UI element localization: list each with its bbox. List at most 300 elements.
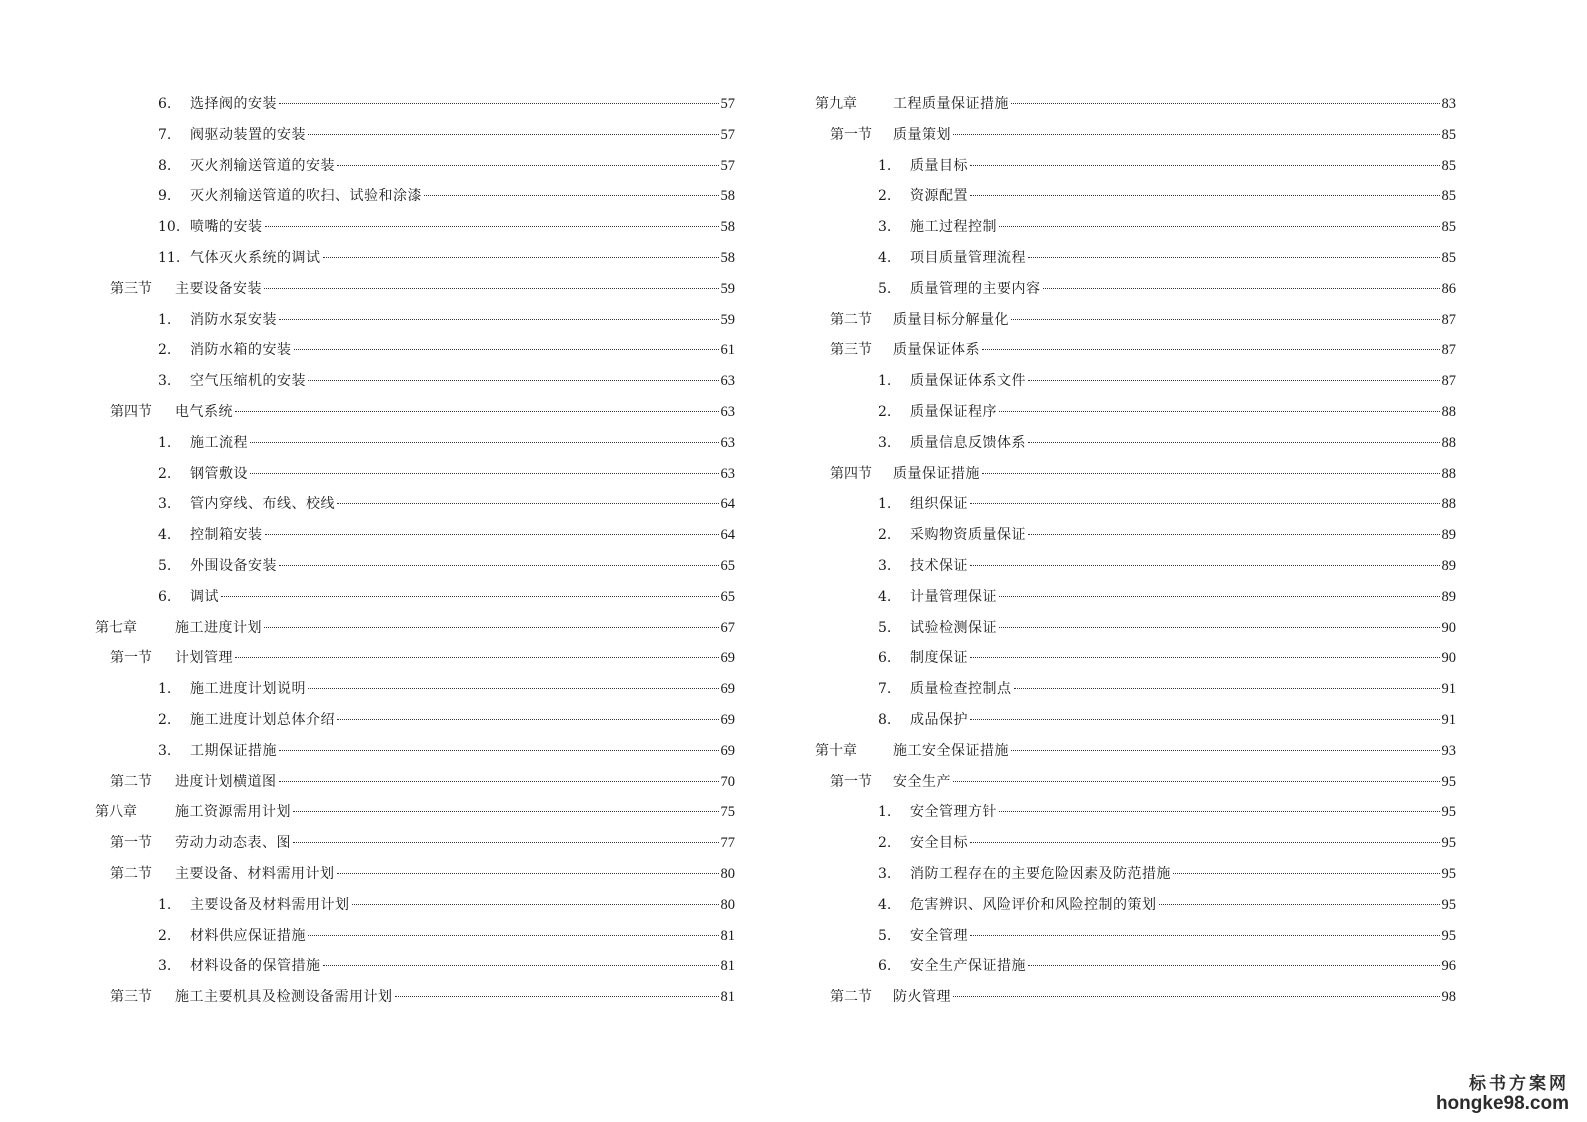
toc-dot-leader [279,102,719,104]
toc-entry[interactable] [158,921,735,951]
toc-entry-page-number: 59 [720,280,735,297]
toc-entry-title: 质量保证体系 [893,342,980,359]
toc-dot-leader [323,964,719,966]
toc-entry[interactable] [110,859,735,889]
toc-dot-leader [999,595,1440,597]
toc-entry-page-number: 89 [1441,527,1456,544]
toc-entry-title: 灭火剂输送管道的吹扫、试验和涂漆 [190,188,422,205]
toc-entry-title: 防火管理 [893,989,951,1006]
toc-entry-number: 第二节 [110,773,152,790]
toc-entry[interactable] [878,181,1456,211]
toc-entry-page-number: 95 [1441,896,1456,913]
toc-dot-leader [970,841,1440,843]
toc-entry-page-number: 58 [720,219,735,236]
toc-entry-title: 计量管理保证 [910,588,997,605]
toc-entry-number: 第十章 [815,742,857,759]
toc-dot-leader [1014,687,1440,689]
toc-entry[interactable] [158,489,735,519]
toc-entry[interactable] [878,397,1456,427]
toc-entry-number: 第一节 [830,773,872,790]
toc-entry-number: 2. [158,712,172,728]
toc-dot-leader [970,656,1440,658]
toc-entry[interactable] [878,613,1456,643]
toc-entry[interactable] [158,582,735,612]
toc-entry-page-number: 69 [720,712,735,728]
toc-dot-leader [294,348,719,350]
toc-entry[interactable] [110,828,735,858]
toc-entry-number: 4. [878,588,892,605]
toc-entry-title: 质量目标 [910,157,968,174]
toc-entry-page-number: 59 [720,311,735,328]
toc-entry-page-number: 63 [720,404,735,420]
toc-dot-leader [999,810,1440,812]
toc-entry-page-number: 58 [720,250,735,266]
toc-dot-leader [250,441,719,443]
toc-entry-number: 6. [878,650,892,667]
toc-dot-leader [1011,749,1440,751]
toc-dot-leader [970,194,1440,196]
toc-entry-number: 2. [878,188,892,205]
toc-entry-number: 6. [878,958,892,975]
toc-entry-title: 施工流程 [190,434,248,451]
toc-entry-number: 3. [878,219,892,236]
toc-entry[interactable] [878,921,1456,951]
toc-dot-leader [279,318,719,320]
toc-entry[interactable] [158,705,735,735]
toc-entry[interactable] [878,489,1456,519]
toc-dot-leader [250,472,719,474]
toc-dot-leader [953,133,1440,135]
toc-entry[interactable] [110,982,735,1012]
toc-entry-page-number: 80 [720,866,735,882]
toc-dot-leader [1173,872,1440,874]
toc-entry-page-number: 85 [1441,157,1456,174]
toc-entry-number: 2. [158,465,172,482]
toc-entry-title: 主要设备及材料需用计划 [190,896,350,913]
toc-entry[interactable] [878,428,1456,458]
toc-entry-title: 安全生产保证措施 [910,958,1026,975]
toc-entry-number: 5. [158,558,172,574]
toc-entry-title: 施工资源需用计划 [175,804,291,821]
toc-entry[interactable] [878,212,1456,242]
toc-entry-page-number: 85 [1441,188,1456,205]
toc-entry[interactable] [830,459,1456,489]
toc-entry-page-number: 70 [720,773,735,790]
toc-entry[interactable] [158,305,735,335]
toc-entry-number: 第九章 [815,96,857,112]
toc-entry-title: 材料设备的保管措施 [190,958,321,975]
toc-entry-title: 质量检查控制点 [910,681,1012,698]
toc-entry-page-number: 81 [720,958,735,975]
toc-entry[interactable] [158,890,735,920]
toc-entry[interactable] [110,274,735,304]
toc-dot-leader [982,348,1440,350]
toc-entry-page-number: 58 [720,188,735,205]
toc-entry-page-number: 93 [1441,742,1456,759]
toc-entry-title: 工期保证措施 [190,742,277,759]
toc-entry-number: 3. [158,496,172,513]
toc-entry-title: 控制箱安装 [190,527,263,544]
toc-entry-title: 施工过程控制 [910,219,997,236]
toc-entry-title: 试验检测保证 [910,619,997,636]
toc-entry-number: 第三节 [110,280,152,297]
watermark-site-name: 标书方案网 [1469,1074,1569,1094]
toc-entry-page-number: 57 [720,126,735,143]
toc-entry-title: 施工进度计划总体介绍 [190,712,335,728]
toc-entry-page-number: 88 [1441,465,1456,482]
toc-dot-leader [323,256,719,258]
toc-entry-page-number: 64 [720,496,735,513]
toc-dot-leader [999,626,1440,628]
toc-entry-title: 施工进度计划说明 [190,681,306,698]
toc-entry-page-number: 85 [1441,219,1456,236]
toc-entry-title: 调试 [190,588,219,605]
toc-entry[interactable] [878,274,1456,304]
toc-entry-page-number: 64 [720,527,735,544]
toc-entry[interactable] [158,151,735,181]
toc-dot-leader [1028,533,1440,535]
toc-dot-leader [1028,256,1440,258]
toc-entry-title: 组织保证 [910,496,968,513]
toc-entry-page-number: 83 [1441,96,1456,112]
toc-entry-title: 电气系统 [175,404,233,420]
toc-entry[interactable] [110,643,735,673]
toc-dot-leader [1011,318,1440,320]
toc-entry[interactable] [158,120,735,150]
toc-dot-leader [1028,964,1440,966]
toc-entry[interactable] [878,705,1456,735]
toc-entry[interactable] [830,335,1456,365]
toc-entry[interactable] [878,243,1456,273]
toc-entry-page-number: 88 [1441,434,1456,451]
toc-entry-title: 管内穿线、布线、校线 [190,496,335,513]
toc-dot-leader [265,533,719,535]
toc-entry-title: 质量管理的主要内容 [910,280,1041,297]
toc-entry-page-number: 65 [720,588,735,605]
toc-entry-number: 第四节 [830,465,872,482]
toc-entry-page-number: 89 [1441,558,1456,574]
toc-dot-leader [221,595,719,597]
toc-entry-page-number: 85 [1441,126,1456,143]
toc-entry-page-number: 87 [1441,373,1456,390]
toc-entry-page-number: 63 [720,373,735,390]
toc-entry[interactable] [158,89,735,119]
toc-entry[interactable] [158,551,735,581]
toc-entry-number: 1. [878,157,892,174]
toc-entry-title: 气体灭火系统的调试 [190,250,321,266]
toc-entry-number: 第七章 [95,619,137,636]
toc-entry-title: 项目质量管理流程 [910,250,1026,266]
toc-entry-title: 材料供应保证措施 [190,927,306,944]
toc-entry[interactable] [158,366,735,396]
toc-entry[interactable] [95,797,735,827]
toc-entry-title: 质量策划 [893,126,951,143]
watermark-logo [1436,1074,1569,1114]
toc-dot-leader [352,903,719,905]
toc-dot-leader [279,564,719,566]
toc-entry-number: 2. [158,342,172,359]
toc-entry-title: 主要设备、材料需用计划 [175,866,335,882]
toc-entry-title: 消防水泵安装 [190,311,277,328]
toc-entry-title: 灭火剂输送管道的安装 [190,157,335,174]
toc-entry-number: 6. [158,588,172,605]
toc-dot-leader [1028,379,1440,381]
toc-entry-number: 1. [158,311,172,328]
toc-entry-number: 3. [878,434,892,451]
toc-entry-number: 第二节 [110,866,152,882]
toc-entry[interactable] [815,736,1456,766]
toc-entry-title: 安全生产 [893,773,951,790]
toc-entry-page-number: 65 [720,558,735,574]
toc-dot-leader [1043,287,1440,289]
toc-entry[interactable] [878,951,1456,981]
toc-entry-page-number: 90 [1441,650,1456,667]
toc-dot-leader [1011,102,1440,104]
toc-dot-leader [308,379,719,381]
toc-dot-leader [1028,441,1440,443]
toc-entry[interactable] [878,520,1456,550]
toc-entry-page-number: 67 [720,619,735,636]
toc-entry-title: 喷嘴的安装 [190,219,263,236]
toc-entry[interactable] [158,674,735,704]
toc-entry-number: 4. [158,527,172,544]
toc-entry-number: 第三节 [830,342,872,359]
watermark-url: hongke98.com [1435,1093,1569,1114]
toc-entry-title: 成品保护 [910,712,968,728]
toc-dot-leader [308,133,719,135]
toc-entry-title: 质量保证程序 [910,404,997,420]
toc-dot-leader [279,780,719,782]
toc-entry-title: 外围设备安装 [190,558,277,574]
toc-entry-number: 3. [158,958,172,975]
toc-entry[interactable] [110,397,735,427]
toc-entry-title: 制度保证 [910,650,968,667]
toc-entry[interactable] [158,520,735,550]
toc-entry-title: 质量目标分解量化 [893,311,1009,328]
toc-entry[interactable] [815,89,1456,119]
toc-entry[interactable] [830,120,1456,150]
toc-entry-number: 1. [158,434,172,451]
toc-entry-page-number: 88 [1441,404,1456,420]
toc-entry-number: 2. [878,527,892,544]
toc-entry-title: 安全目标 [910,835,968,852]
toc-entry-page-number: 95 [1441,835,1456,852]
toc-entry-page-number: 95 [1441,866,1456,882]
toc-entry-number: 2. [158,927,172,944]
toc-entry-number: 第一节 [830,126,872,143]
toc-entry[interactable] [158,428,735,458]
toc-entry-title: 钢管敷设 [190,465,248,482]
toc-entry-number: 8. [158,157,172,174]
toc-entry-number: 1. [878,373,892,390]
toc-entry-number: 5. [878,619,892,636]
toc-entry-number: 5. [878,280,892,297]
toc-entry-page-number: 57 [720,157,735,174]
toc-dot-leader [293,810,719,812]
toc-entry-number: 2. [878,835,892,852]
toc-entry-number: 4. [878,896,892,913]
toc-entry-page-number: 75 [720,804,735,821]
toc-entry-page-number: 85 [1441,250,1456,266]
toc-dot-leader [337,502,719,504]
toc-entry-page-number: 95 [1441,927,1456,944]
toc-entry-page-number: 61 [720,342,735,359]
toc-entry-title: 资源配置 [910,188,968,205]
toc-entry[interactable] [95,613,735,643]
toc-entry-page-number: 91 [1441,681,1456,698]
toc-dot-leader [970,934,1440,936]
toc-entry-page-number: 89 [1441,588,1456,605]
toc-entry-page-number: 80 [720,896,735,913]
toc-dot-leader [953,995,1440,997]
toc-entry-number: 10. [158,219,181,236]
toc-dot-leader [235,410,719,412]
toc-entry-number: 第二节 [830,989,872,1006]
toc-entry-title: 阀驱动装置的安装 [190,126,306,143]
toc-entry-page-number: 63 [720,465,735,482]
toc-entry-page-number: 81 [720,989,735,1006]
toc-entry[interactable] [878,859,1456,889]
toc-dot-leader [999,410,1440,412]
toc-entry-page-number: 91 [1441,712,1456,728]
toc-entry-page-number: 77 [720,835,735,852]
toc-entry-title: 进度计划横道图 [175,773,277,790]
toc-dot-leader [337,718,719,720]
toc-entry-title: 安全管理方针 [910,804,997,821]
toc-entry-page-number: 86 [1441,280,1456,297]
toc-entry-title: 危害辨识、风险评价和风险控制的策划 [910,896,1157,913]
toc-entry[interactable] [158,212,735,242]
toc-entry-number: 3. [878,558,892,574]
toc-entry-number: 1. [878,496,892,513]
toc-entry-page-number: 90 [1441,619,1456,636]
toc-entry-number: 4. [878,250,892,266]
toc-entry-number: 第一节 [110,835,152,852]
toc-dot-leader [999,225,1440,227]
toc-entry-page-number: 88 [1441,496,1456,513]
toc-entry-page-number: 95 [1441,804,1456,821]
toc-entry-page-number: 81 [720,927,735,944]
toc-entry-number: 1. [878,804,892,821]
toc-entry-title: 施工进度计划 [175,619,262,636]
toc-entry-number: 9. [158,188,172,205]
toc-entry-title: 消防水箱的安装 [190,342,292,359]
toc-dot-leader [279,749,719,751]
toc-entry-page-number: 57 [720,96,735,112]
toc-dot-leader [982,472,1440,474]
toc-entry-title: 施工安全保证措施 [893,742,1009,759]
toc-entry[interactable] [878,366,1456,396]
toc-entry-page-number: 69 [720,681,735,698]
toc-entry[interactable] [878,151,1456,181]
toc-entry[interactable] [878,582,1456,612]
toc-entry-number: 1. [158,681,172,698]
toc-entry-number: 7. [158,126,172,143]
toc-entry-page-number: 63 [720,434,735,451]
toc-entry-number: 8. [878,712,892,728]
toc-dot-leader [970,718,1440,720]
toc-entry-page-number: 87 [1441,311,1456,328]
toc-entry-page-number: 69 [720,742,735,759]
toc-dot-leader [970,164,1440,166]
toc-dot-leader [970,502,1440,504]
toc-entry-number: 7. [878,681,892,698]
toc-dot-leader [265,225,719,227]
toc-entry-title: 质量保证体系文件 [910,373,1026,390]
toc-entry-title: 施工主要机具及检测设备需用计划 [175,989,393,1006]
toc-dot-leader [970,564,1440,566]
toc-entry[interactable] [878,674,1456,704]
toc-entry-number: 第二节 [830,311,872,328]
toc-entry-page-number: 87 [1441,342,1456,359]
toc-entry[interactable] [878,828,1456,858]
toc-entry-page-number: 69 [720,650,735,667]
toc-entry[interactable] [830,982,1456,1012]
toc-entry[interactable] [878,890,1456,920]
toc-entry-title: 计划管理 [175,650,233,667]
toc-entry-number: 5. [878,927,892,944]
toc-entry-number: 11. [158,250,181,266]
toc-entry[interactable] [158,736,735,766]
toc-entry-page-number: 98 [1441,989,1456,1006]
toc-entry[interactable] [158,951,735,981]
toc-entry[interactable] [878,551,1456,581]
toc-entry-title: 主要设备安装 [175,280,262,297]
toc-entry-number: 6. [158,96,172,112]
toc-entry-page-number: 96 [1441,958,1456,975]
toc-entry-number: 第三节 [110,989,152,1006]
toc-entry[interactable] [830,305,1456,335]
toc-entry[interactable] [158,243,735,273]
toc-entry-number: 3. [158,742,172,759]
toc-entry[interactable] [110,767,735,797]
toc-entry[interactable] [158,335,735,365]
toc-dot-leader [1159,903,1440,905]
toc-entry-title: 消防工程存在的主要危险因素及防范措施 [910,866,1171,882]
toc-dot-leader [424,194,719,196]
toc-entry-title: 采购物资质量保证 [910,527,1026,544]
toc-entry-number: 第八章 [95,804,137,821]
toc-dot-leader [293,841,719,843]
toc-entry-number: 1. [158,896,172,913]
toc-entry-title: 技术保证 [910,558,968,574]
toc-dot-leader [337,872,719,874]
toc-entry-number: 第一节 [110,650,152,667]
toc-entry-number: 3. [878,866,892,882]
toc-entry[interactable] [830,767,1456,797]
toc-entry-title: 质量保证措施 [893,465,980,482]
toc-dot-leader [264,287,719,289]
toc-entry-number: 2. [878,404,892,420]
toc-entry[interactable] [878,797,1456,827]
toc-entry[interactable] [878,643,1456,673]
toc-dot-leader [953,780,1440,782]
toc-entry-title: 工程质量保证措施 [893,96,1009,112]
toc-entry-title: 安全管理 [910,927,968,944]
toc-entry-title: 劳动力动态表、图 [175,835,291,852]
toc-entry-page-number: 95 [1441,773,1456,790]
toc-dot-leader [235,656,719,658]
toc-entry-number: 第四节 [110,404,152,420]
toc-entry-number: 3. [158,373,172,390]
toc-dot-leader [337,164,719,166]
toc-entry-title: 质量信息反馈体系 [910,434,1026,451]
toc-entry[interactable] [158,181,735,211]
toc-dot-leader [395,995,719,997]
toc-entry-title: 空气压缩机的安装 [190,373,306,390]
toc-entry[interactable] [158,459,735,489]
toc-entry-title: 选择阀的安装 [190,96,277,112]
